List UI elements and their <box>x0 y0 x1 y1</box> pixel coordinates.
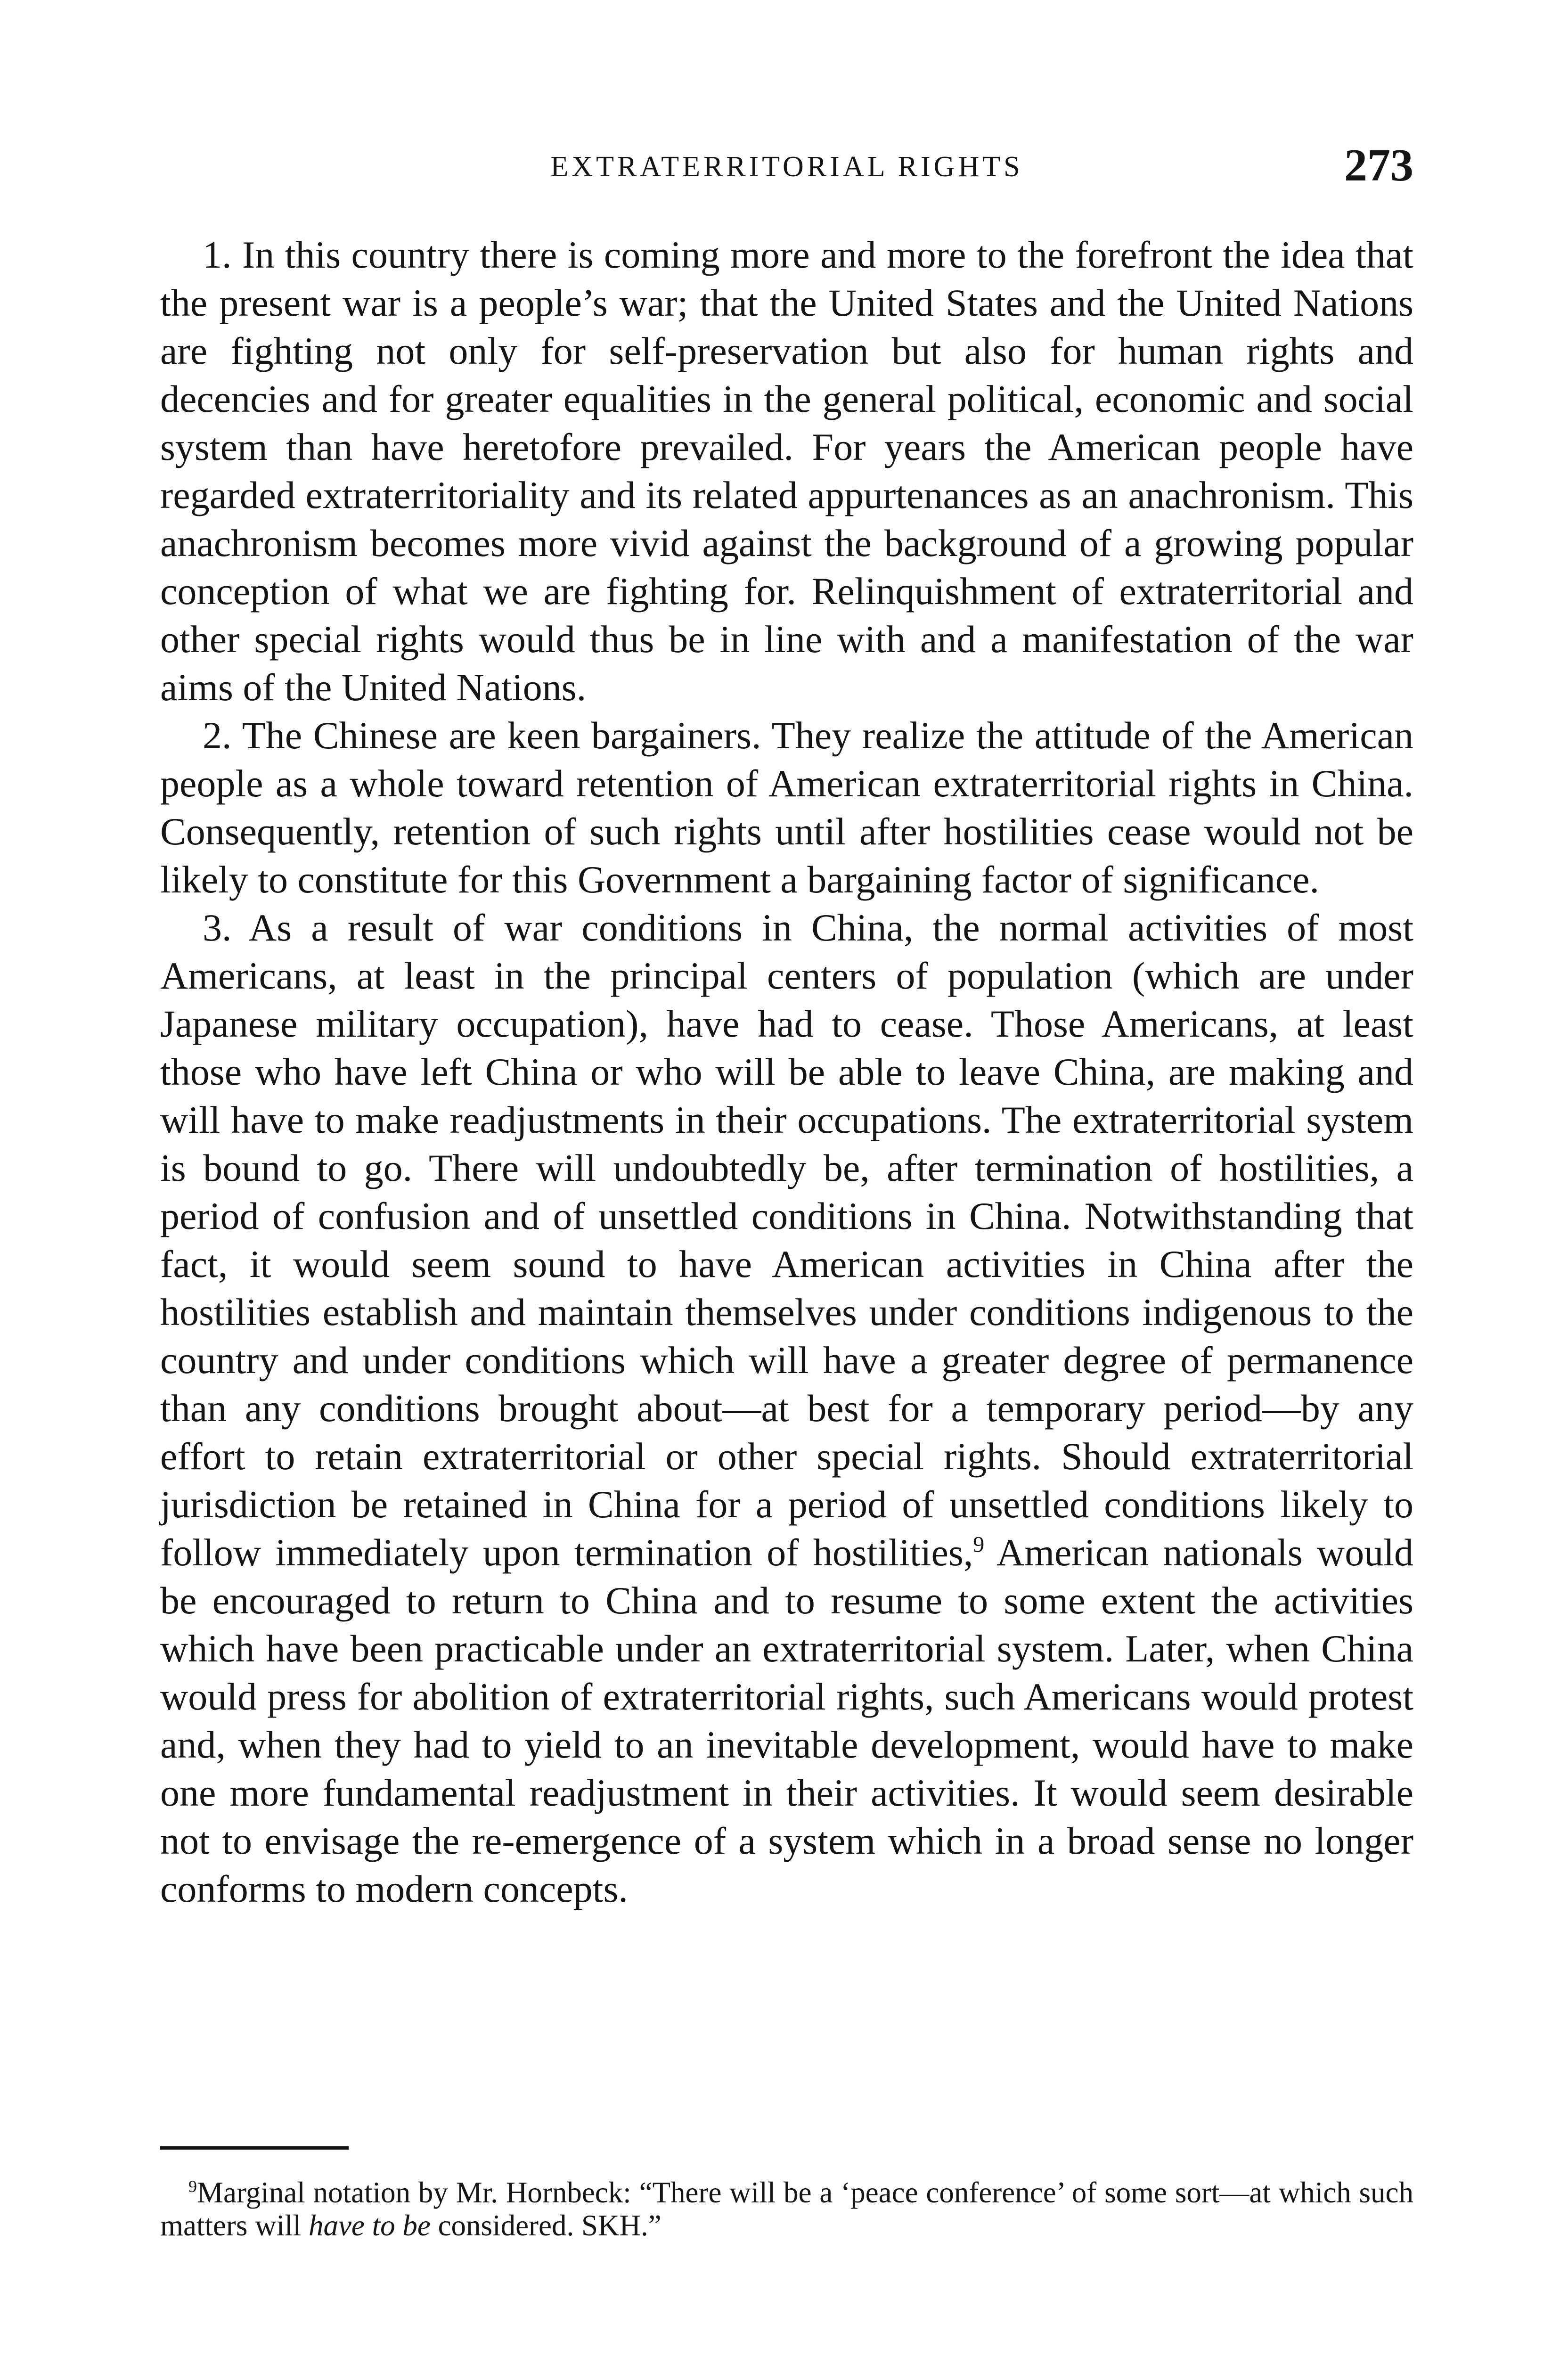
footnote-reference: 9 <box>973 1532 985 1557</box>
page-number: 273 <box>1344 140 1413 191</box>
paragraph-1: 1. In this country there is coming more and more to the forefront the idea that the present war is a people’s war; that the United States and the United Nations are fighting not only for self-preservation but also for human rights and decencies and for greater equalities in the general political, economic and social system than have heretofore prevailed. For years the American people have regarded extraterritoriality and its related appurtenances as an anachronism. This anachronism becomes more vivid against the background of a growing popular conception of what we are fighting for. Relinquishment of extraterritorial and other special rights would thus be in line with and a manifestation of the war aims of the United Nations. <box>160 233 1413 709</box>
body-text <box>160 231 1413 1913</box>
footnote-marker: 9 <box>188 2177 197 2196</box>
paragraph-3-part-a: 3. As a result of war conditions in China, the normal activities of most Americans, at least in the principal centers of population (which are under Japanese military occupation), have had to cease. Those Americans, at least those who have left China or who will be able to leave China, are making and will have to make readjustments in their occupations. The extraterritorial system is bound to go. There will undoubtedly be, after termination of hostilities, a period of confusion and of unsettled conditions in China. Notwithstanding that fact, it would seem sound to have American activities in China after the hostilities establish and maintain themselves under conditions indigenous to the country and under conditions which will have a greater degree of permanence than any conditions brought about—at best for a temporary period—by any effort to retain extraterritorial or other special rights. Should extraterritorial jurisdiction be retained in China for a period of unsettled conditions likely to follow immediately upon termination of hostilities, <box>160 906 1413 1574</box>
paragraph-2: 2. The Chinese are keen bargainers. They realize the attitude of the American people as a whole toward retention of American extraterritorial rights in China. Consequently, retention of such rights until after hostilities cease would not be likely to constitute for this Government a bargaining factor of significance. <box>160 714 1413 901</box>
footnote-divider <box>160 2146 349 2150</box>
paragraph-3 <box>160 904 1413 1913</box>
paragraph-3-part-b: American nationals would be encouraged to return to China and to resume to some extent the activities which have been practicable under an extraterritorial system. Later, when China would press for abolition of extraterritorial rights, such Americans would protest and, when they had to yield to an inevitable development, would have to make one more fundamental readjustment in their activities. It would seem desirable not to envisage the re-emergence of a system which in a broad sense no longer conforms to modern concepts. <box>160 1531 1413 1910</box>
footnote-text-b: considered. SKH.” <box>430 2209 662 2242</box>
footnote-italic-text: have to be <box>308 2209 431 2242</box>
running-head-title: EXTRATERRITORIAL RIGHTS <box>550 151 1023 183</box>
footnote <box>160 2176 1413 2242</box>
running-head <box>160 139 1413 200</box>
footnote-text-a: Marginal notation by Mr. Hornbeck: “There will be a ‘peace conference’ of some sort—at which such matters will <box>160 2176 1413 2242</box>
